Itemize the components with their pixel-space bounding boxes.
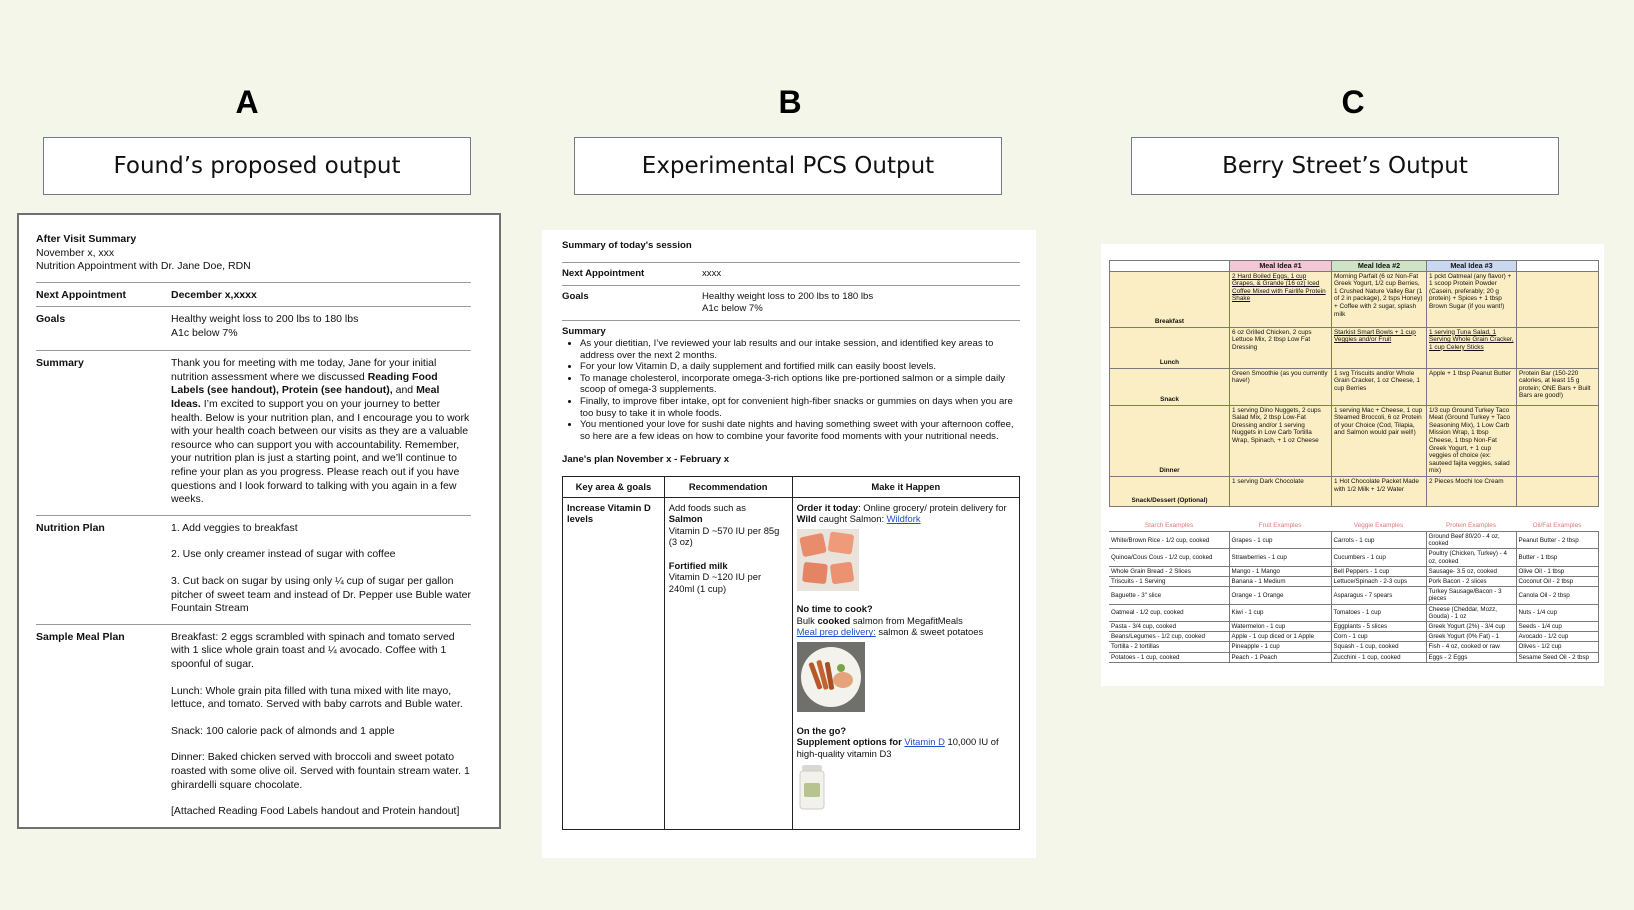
meal-idea-cell[interactable]: 2 Hard Boiled Eggs, 1 cup Grapes, & Grande (16 oz) Iced Coffee Mixed with Fairlife Protein Shake (1230, 271, 1332, 327)
meal-row-label: Dinner (1110, 405, 1230, 476)
meal-idea-cell (1517, 271, 1599, 327)
salmon-photo (797, 529, 1015, 594)
meal-row-label: Snack/Dessert (Optional) (1110, 476, 1230, 506)
example-cell: Greek Yogurt (0% Fat) - 1 (1426, 632, 1516, 642)
goals-label: Goals (562, 291, 589, 303)
after-visit-summary-document (17, 213, 501, 829)
panel-letter-c: C (1341, 84, 1365, 120)
meal-idea-cell[interactable]: 1 serving Tuna Salad, 1 Serving Whole Grain Cracker, 1 cup Celery Sticks (1427, 327, 1517, 368)
plan-table (562, 476, 1020, 830)
meal-idea-header-row (1110, 261, 1599, 272)
panel-title-a: Found’s proposed output (43, 137, 471, 195)
examples-row (1109, 576, 1598, 586)
meal-row-label: Lunch (1110, 327, 1230, 368)
meal-row (1110, 368, 1599, 405)
goals-label: Goals (36, 313, 66, 326)
table-header: Recommendation (664, 476, 792, 497)
example-cell: Canola Oil - 2 tbsp (1516, 587, 1598, 604)
summary-bullets (562, 338, 1020, 442)
example-cell: Orange - 1 Orange (1229, 587, 1331, 604)
wildfork-link[interactable]: Wildfork (886, 513, 921, 525)
example-cell: Zucchini - 1 cup, cooked (1331, 652, 1426, 662)
example-cell: Cucumbers - 1 cup (1331, 549, 1426, 566)
summary-text: Thank you for meeting with me today, Jane for your initial nutrition assessment where we discussed Reading Food Labels (see handout), Protein (see handout), and Meal Ideas. I’m excited to support you on your journey to better health. Below is your nutrition plan, and I encourage you to work with your health coach between our visits as they are a valuable resource who can support you with accountability. Remember, your nutrition plan is just a starting point, and we’ll continue to refine your plan as you progress. Please reach out if you have questions and I look forward to talking with you again in a few weeks. (171, 357, 470, 506)
example-cell: Mango - 1 Mango (1229, 566, 1331, 576)
example-cell: Corn - 1 cup (1331, 632, 1426, 642)
summary-bullet: • As your dietitian, I’ve reviewed your lab results and our intake session, and identified key areas to address over the next 2 months. (580, 338, 1020, 361)
example-cell: Quinoa/Cous Cous - 1/2 cup, cooked (1109, 549, 1229, 566)
examples-row (1109, 632, 1598, 642)
examples-header: Veggie Examples (1331, 521, 1426, 532)
examples-row (1109, 604, 1598, 621)
example-cell: Nuts - 1/4 cup (1516, 604, 1598, 621)
example-cell: Eggs - 2 Eggs (1426, 652, 1516, 662)
plan-title: Jane's plan November x - February x (562, 454, 730, 466)
table-header: Key area & goals (563, 476, 665, 497)
example-cell: Watermelon - 1 cup (1229, 621, 1331, 631)
next-appointment-value: xxxx (702, 267, 722, 279)
goals-row (562, 285, 1020, 320)
example-cell: Baguette - 3" slice (1109, 587, 1229, 604)
example-cell: Eggplants - 5 slices (1331, 621, 1426, 631)
doc-title: After Visit Summary (36, 233, 137, 245)
next-appointment-label: Next Appointment (36, 288, 127, 301)
example-cell: Seeds - 1/4 cup (1516, 621, 1598, 631)
meal-row (1110, 405, 1599, 476)
meal-idea-cell: Protein Bar (150-220 calories, at least 15 g protein; ONE Bars + Built Bars are good!) (1517, 368, 1599, 405)
sample-meal-plan-label: Sample Meal Plan (36, 630, 125, 643)
meal-idea-cell: 1 Hot Chocolate Packet Made with 1/2 Milk + 1/2 Water (1332, 476, 1427, 506)
example-cell: Oatmeal - 1/2 cup, cooked (1109, 604, 1229, 621)
meal-idea-cell: 1 pckt Oatmeal (any flavor) + 1 scoop Protein Powder (Casein, preferably; 20 g protein) + Spices + 1 tbsp Brown Sugar (if you want!) (1427, 271, 1517, 327)
example-cell: Sausage- 3.5 oz, cooked (1426, 566, 1516, 576)
example-cell: Fish - 4 oz, cooked or raw (1426, 642, 1516, 652)
plan-item: 2. Use only creamer instead of sugar with coffee (171, 548, 396, 561)
meal-row-label: Snack (1110, 368, 1230, 405)
example-cell: Tortilla - 2 tortillas (1109, 642, 1229, 652)
example-cell: Sesame Seed Oil - 2 tbsp (1516, 652, 1598, 662)
nutrition-plan-row (36, 515, 471, 624)
example-cell: Kiwi - 1 cup (1229, 604, 1331, 621)
meal-idea-cell[interactable]: Starkist Smart Bowls + 1 cup Veggies and/or Fruit (1332, 327, 1427, 368)
meal-idea-header: Meal Idea #1 (1230, 261, 1332, 272)
table-header: Make it Happen (792, 476, 1019, 497)
examples-row (1109, 531, 1598, 548)
example-cell: Pasta - 3/4 cup, cooked (1109, 621, 1229, 631)
goal-item: Healthy weight loss to 200 lbs to 180 lbs (702, 291, 874, 303)
example-cell: Grapes - 1 cup (1229, 531, 1331, 548)
examples-header: Fruit Examples (1229, 521, 1331, 532)
panel-title-b: Experimental PCS Output (574, 137, 1002, 195)
summary-bullet: • For your low Vitamin D, a daily supplement and fortified milk can easily boost levels. (580, 361, 1020, 373)
food-examples-table (1109, 521, 1599, 663)
meal-idea-header (1517, 261, 1599, 272)
goal-item: A1c below 7% (171, 326, 238, 339)
panel-letter-a: A (235, 84, 259, 120)
key-area-cell: Increase Vitamin D levels (563, 497, 665, 829)
example-cell: Peach - 1 Peach (1229, 652, 1331, 662)
meal-item: Breakfast: 2 eggs scrambled with spinach and tomato served with 1 slice whole grain toast and ¼ avocado. Coffee with 1 spoonful of sugar. (171, 630, 455, 670)
example-cell: Asparagus - 7 spears (1331, 587, 1426, 604)
example-cell: Coconut Oil - 2 tbsp (1516, 576, 1598, 586)
summary-label: Summary (562, 326, 606, 338)
meal-idea-header (1110, 261, 1230, 272)
vitamin-d-link[interactable]: Vitamin D (904, 736, 945, 748)
meal-idea-cell: 6 oz Grilled Chicken, 2 cups Lettuce Mix, 2 tbsp Low Fat Dressing (1230, 327, 1332, 368)
example-cell: Greek Yogurt (2%) - 3/4 cup (1426, 621, 1516, 631)
meal-row (1110, 271, 1599, 327)
doc-header (36, 233, 471, 274)
meal-idea-cell (1517, 405, 1599, 476)
example-cell: Peanut Butter - 2 tbsp (1516, 531, 1598, 548)
example-cell: Triscuits - 1 Serving (1109, 576, 1229, 586)
pcs-session-document (542, 230, 1036, 858)
meal-row (1110, 476, 1599, 506)
supplement-photo (797, 763, 1015, 814)
example-cell: Cheese (Cheddar, Mozz, Gouda) - 1 oz (1426, 604, 1516, 621)
examples-row (1109, 642, 1598, 652)
example-cell: White/Brown Rice - 1/2 cup, cooked (1109, 531, 1229, 548)
next-appointment-row (562, 262, 1020, 286)
next-appointment-row (36, 282, 471, 307)
meal-item: Lunch: Whole grain pita filled with tuna mixed with lite mayo, lettuce, and tomato. Served with baby carrots and Buble water. (171, 684, 463, 711)
example-cell: Olives - 1/2 cup (1516, 642, 1598, 652)
summary-bullet: • You mentioned your love for sushi date nights and having something sweet with your afternoon coffee, so here are a few ideas on how to combine your favorite food moments with your nutritional needs. (580, 419, 1020, 442)
meal-idea-cell: 1 serving Dark Chocolate (1230, 476, 1332, 506)
example-cell: Strawberries - 1 cup (1229, 549, 1331, 566)
nutrition-plan-label: Nutrition Plan (36, 521, 105, 534)
meal-idea-cell: 1/3 cup Ground Turkey Taco Meat (Ground Turkey + Taco Seasoning Mix), 1 Low Carb Mission Wrap, 1 tbsp Cheese, 1 tbsp Non-Fat Greek Yogurt, + 1 cup veggies of choice (ex: sauteed fajita veggies, salad mix) (1427, 405, 1517, 476)
examples-row (1109, 549, 1598, 566)
examples-row (1109, 621, 1598, 631)
example-cell: Pork Bacon - 2 slices (1426, 576, 1516, 586)
meal-idea-cell (1517, 327, 1599, 368)
meal-idea-table (1109, 260, 1599, 507)
examples-row (1109, 566, 1598, 576)
example-cell: Poultry (Chicken, Turkey) - 4 oz, cooked (1426, 549, 1516, 566)
example-cell: Olive Oil - 1 tbsp (1516, 566, 1598, 576)
meal-idea-cell (1517, 476, 1599, 506)
meal-idea-cell: 2 Pieces Mochi Ice Cream (1427, 476, 1517, 506)
example-cell: Squash - 1 cup, cooked (1331, 642, 1426, 652)
meal-item: [Attached Reading Food Labels handout and Protein handout] (171, 805, 460, 818)
summary-row (36, 350, 471, 515)
goals-row (36, 306, 471, 350)
meal-idea-header: Meal Idea #2 (1332, 261, 1427, 272)
examples-header: Starch Examples (1109, 521, 1229, 532)
panel-title-c: Berry Street’s Output (1131, 137, 1559, 195)
sample-meal-plan-row (36, 624, 471, 827)
examples-row (1109, 587, 1598, 604)
meal-idea-cell: Morning Parfait (6 oz Non-Fat Greek Yogurt, 1/2 cup Berries, 1 Crushed Nature Valley Bar (1 of 2 in package), 2 tsps Honey) + Coffee with 2 sugar, splash milk (1332, 271, 1427, 327)
meal-prep-photo (797, 642, 1015, 715)
examples-header: Oil/Fat Examples (1516, 521, 1598, 532)
example-cell: Banana - 1 Medium (1229, 576, 1331, 586)
meal-idea-spreadsheet (1101, 244, 1604, 686)
example-cell: Avocado - 1/2 cup (1516, 632, 1598, 642)
goal-item: A1c below 7% (702, 302, 763, 314)
example-cell: Butter - 1 tbsp (1516, 549, 1598, 566)
plan-item: 3. Cut back on sugar by using only ¼ cup of sugar per gallon pitcher of sweet team and instead of Dr. Pepper use Buble water Fountain Stream (171, 575, 472, 615)
doc-date: November x, xxx (36, 246, 115, 259)
summary-bullet: • Finally, to improve fiber intake, opt for convenient high-fiber snacks or gummies on days when you are too busy to take it in whole foods. (580, 396, 1020, 419)
meal-idea-cell: 1 serving Mac + Cheese, 1 cup Steamed Broccoli, 6 oz Protein of your Choice (Cod, Tilapia, and Salmon would pair well!) (1332, 405, 1427, 476)
example-cell: Potatoes - 1 cup, cooked (1109, 652, 1229, 662)
goal-item: Healthy weight loss to 200 lbs to 180 lbs (171, 313, 359, 326)
meal-idea-cell: 1 serving Dino Nuggets, 2 cups Salad Mix, 2 tbsp Low-Fat Dressing and/or 1 serving Nuggets in Low Carb Tortilla Wrap, Spinach, + 1 oz Cheese (1230, 405, 1332, 476)
example-cell: Beans/Legumes - 1/2 cup, cooked (1109, 632, 1229, 642)
meal-idea-header: Meal Idea #3 (1427, 261, 1517, 272)
examples-header: Protein Examples (1426, 521, 1516, 532)
next-appointment-label: Next Appointment (562, 267, 645, 279)
example-cell: Turkey Sausage/Bacon - 3 pieces (1426, 587, 1516, 604)
meal-idea-cell: 1 svg Triscuits and/or Whole Grain Cracker, 1 oz Cheese, 1 cup Berries (1332, 368, 1427, 405)
example-cell: Tomatoes - 1 cup (1331, 604, 1426, 621)
meal-item: Dinner: Baked chicken served with broccoli and sweet potato roasted with some olive oil. Served with fountain stream water. 1 ghirardelli square chocolate. (171, 751, 470, 791)
plan-item: 1. Add veggies to breakfast (171, 521, 298, 534)
panel-letter-b: B (778, 84, 802, 120)
meal-idea-cell: Apple + 1 tbsp Peanut Butter (1427, 368, 1517, 405)
example-cell: Bell Peppers - 1 cup (1331, 566, 1426, 576)
summary-section (562, 320, 1020, 442)
next-appointment-value: December x,xxxx (171, 288, 257, 301)
meal-row (1110, 327, 1599, 368)
make-it-happen-cell: Order it today: Online grocery/ protein delivery for Wild caught Salmon: Wildfork No time to cook? Bulk cooked salmon from MegafitMeals Meal prep delivery: salmon & sweet potatoes On the go? Supplement options for Vitamin D 10,000 IU of high-quality vitamin D3 (792, 497, 1019, 829)
examples-row (1109, 652, 1598, 662)
meal-row-label: Breakfast (1110, 271, 1230, 327)
recommendation-cell: Add foods such as Salmon Vitamin D ~570 IU per 85g (3 oz) Fortified milk Vitamin D ~120 IU per 240ml (1 cup) (664, 497, 792, 829)
meal-idea-cell: Green Smoothie (as you currently have!) (1230, 368, 1332, 405)
doc-provider: Nutrition Appointment with Dr. Jane Doe, RDN (36, 260, 251, 272)
example-cell: Apple - 1 cup diced or 1 Apple (1229, 632, 1331, 642)
meal-item: Snack: 100 calorie pack of almonds and 1 apple (171, 724, 395, 737)
example-cell: Ground Beef 80/20 - 4 oz, cooked (1426, 531, 1516, 548)
session-title: Summary of today's session (562, 240, 692, 251)
summary-label: Summary (36, 357, 84, 370)
example-cell: Pineapple - 1 cup (1229, 642, 1331, 652)
examples-header-row (1109, 521, 1598, 532)
example-cell: Whole Grain Bread - 2 Slices (1109, 566, 1229, 576)
summary-bullet: • To manage cholesterol, incorporate omega-3-rich options like pre-portioned salmon or a simple daily scoop of omega-3 supplements. (580, 373, 1020, 396)
example-cell: Carrots - 1 cup (1331, 531, 1426, 548)
meal-prep-link[interactable]: Meal prep delivery: (796, 626, 876, 638)
example-cell: Lettuce/Spinach - 2-3 cups (1331, 576, 1426, 586)
